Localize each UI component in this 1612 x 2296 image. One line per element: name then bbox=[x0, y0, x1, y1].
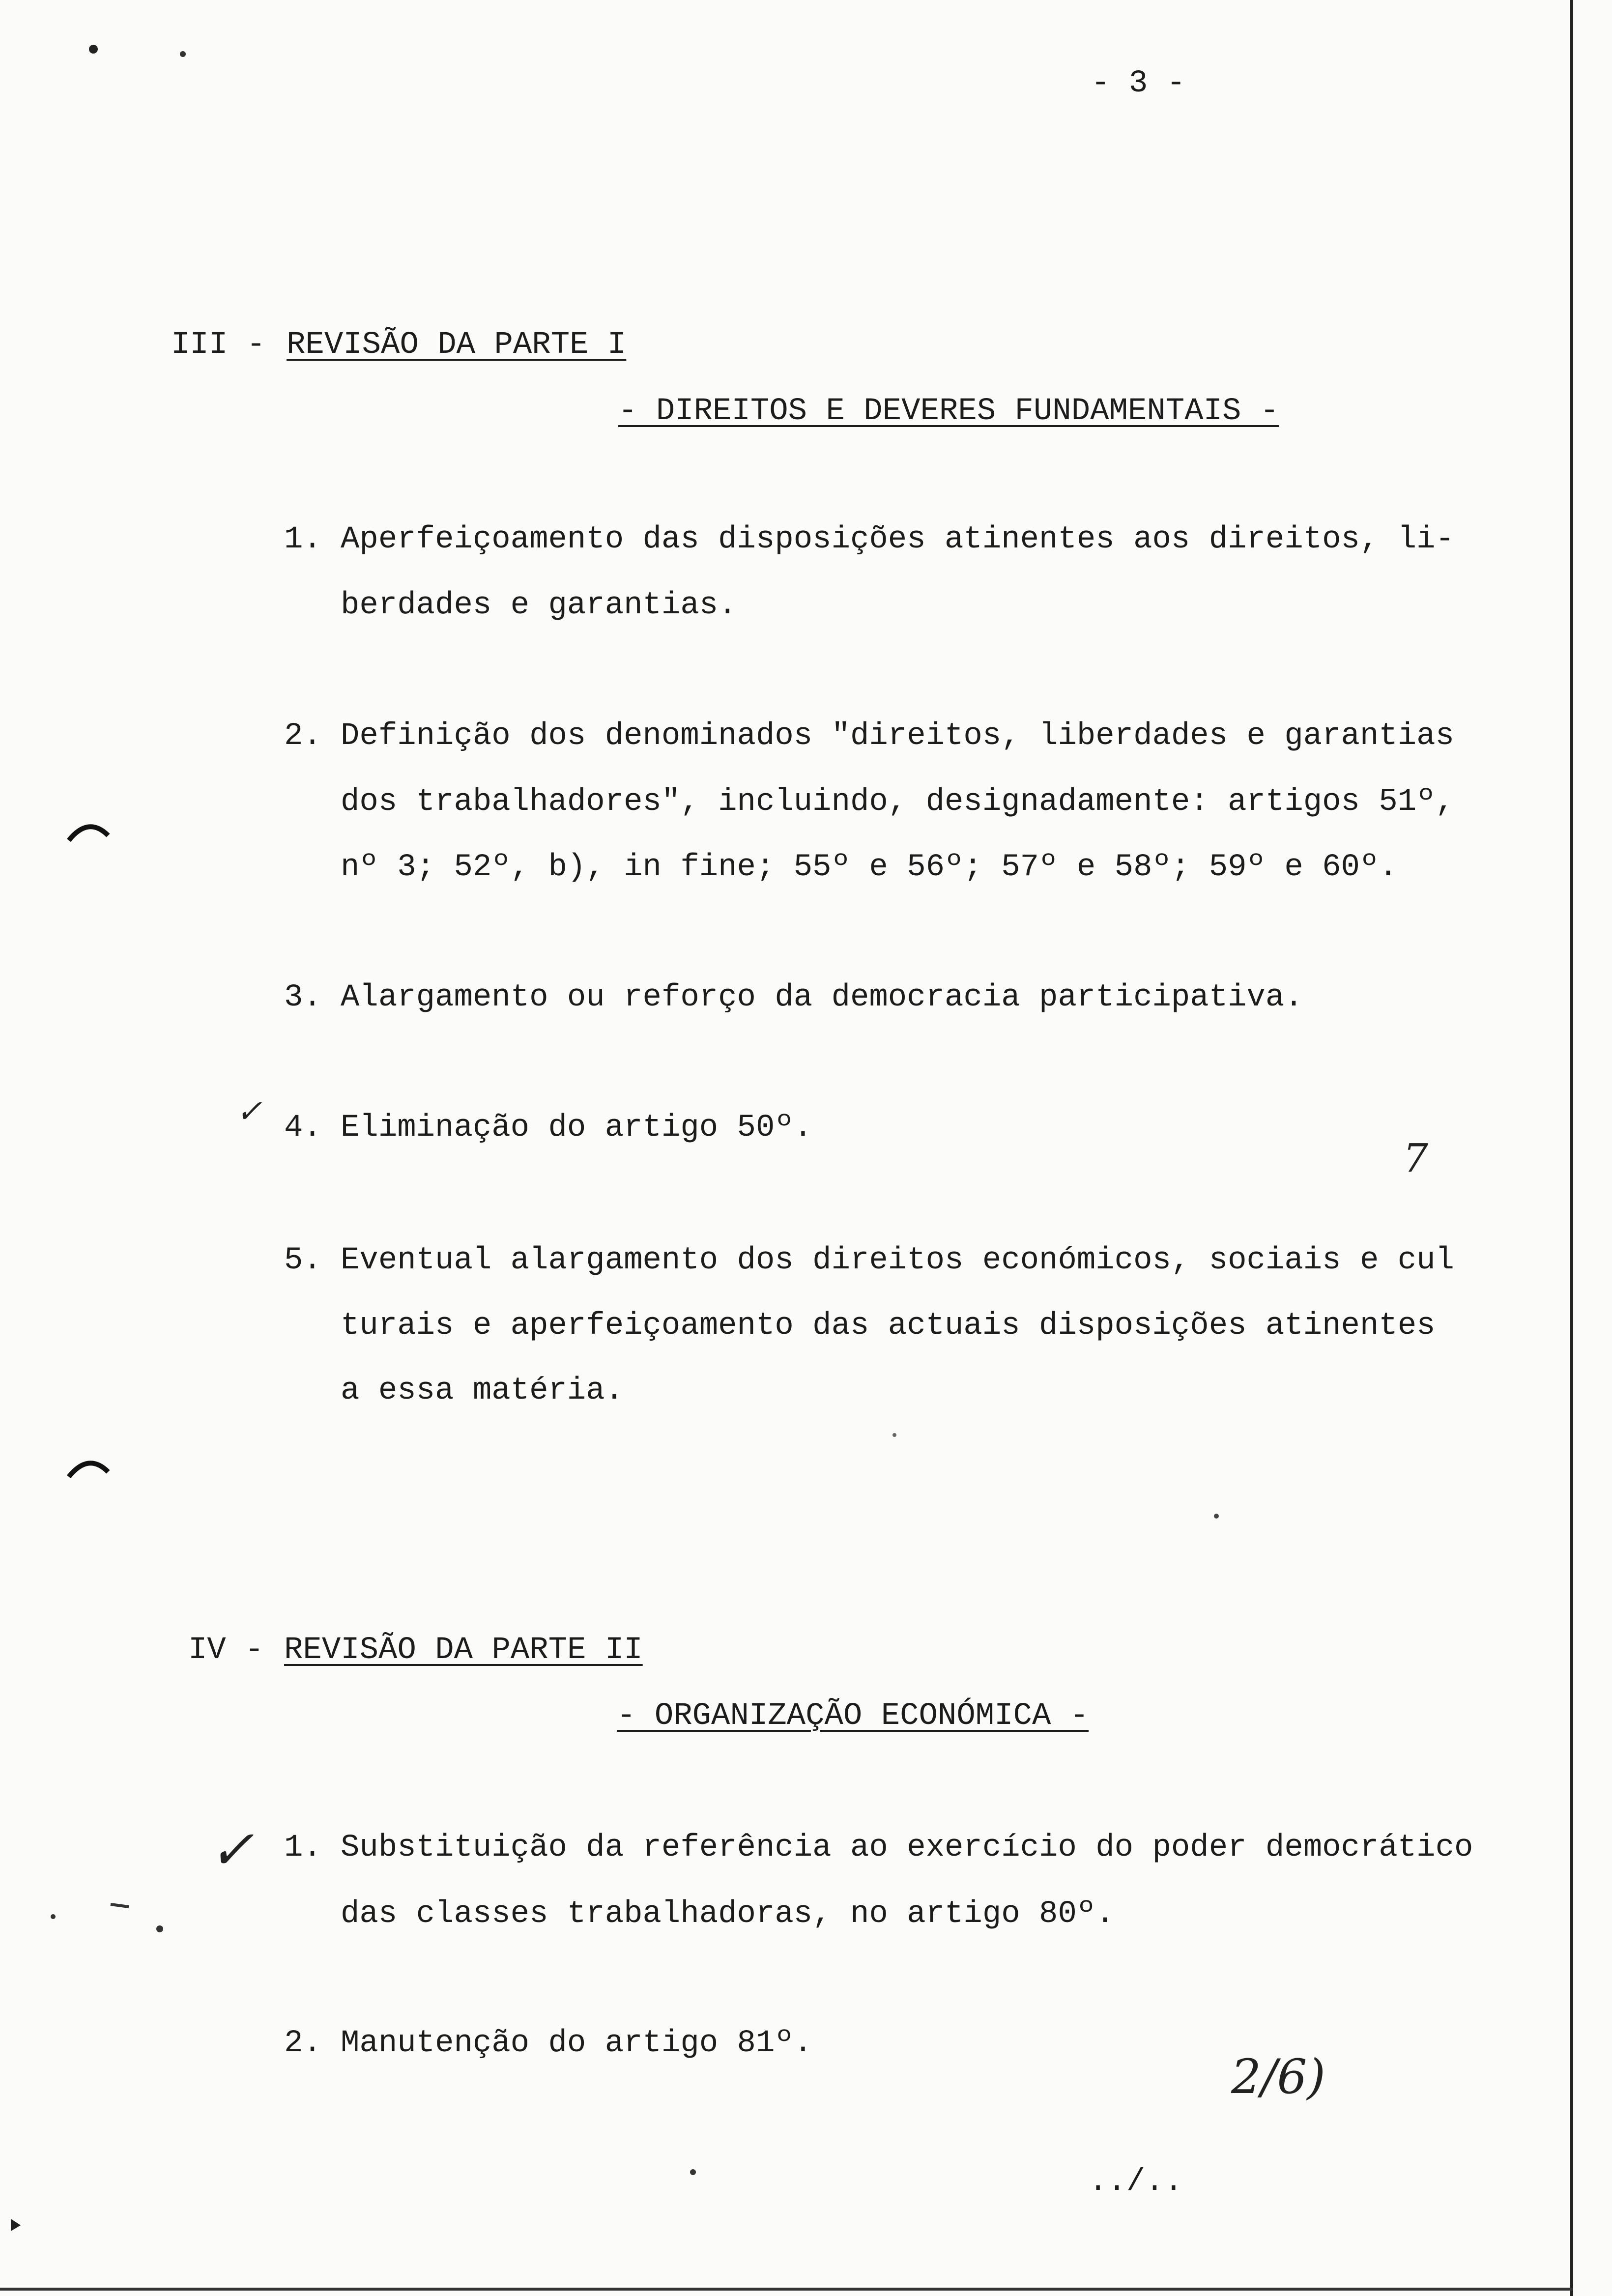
section-iii-title: REVISÃO DA PARTE I bbox=[287, 327, 627, 363]
section-iv-subtitle: - ORGANIZAÇÃO ECONÓMICA - bbox=[617, 1698, 1089, 1734]
section-iii-item-2-line-3: nº 3; 52º, b), in fine; 55º e 56º; 57º e 58º; 59º e 60º. bbox=[341, 850, 1398, 885]
handwritten-bottom-note: 2/6) bbox=[1231, 2049, 1325, 2104]
section-iii-item-1-line-1: Aperfeiçoamento das disposições atinentes aos direitos, li- bbox=[341, 522, 1454, 557]
section-iii-item-5-line-3: a essa matéria. bbox=[341, 1373, 624, 1408]
handwritten-side-note: 7 bbox=[1403, 1135, 1428, 1181]
section-iii-prefix: III - bbox=[171, 327, 266, 363]
section-iii-item-2-number: 2. bbox=[284, 718, 322, 754]
section-iv-item-1-number: 1. bbox=[284, 1830, 322, 1866]
handwritten-checkmark-large: ✓ bbox=[209, 1818, 255, 1881]
section-iv-item-1-line-1: Substituição da referência ao exercício do poder democrático bbox=[341, 1830, 1473, 1866]
section-iv-item-1-line-2: das classes trabalhadoras, no artigo 80º. bbox=[341, 1896, 1115, 1932]
section-iii-item-2-line-2: dos trabalhadores", incluindo, designadamente: artigos 51º, bbox=[341, 784, 1454, 820]
section-iv-title: REVISÃO DA PARTE II bbox=[284, 1633, 643, 1668]
handwritten-checkmark-small: ✓ bbox=[236, 1093, 262, 1130]
section-iii-item-4-number: 4. bbox=[284, 1110, 322, 1146]
section-iii-subtitle: - DIREITOS E DEVERES FUNDAMENTAIS - bbox=[618, 394, 1279, 429]
continuation-marker: ../.. bbox=[1089, 2164, 1183, 2200]
section-iii-item-1-number: 1. bbox=[284, 522, 322, 557]
page-number: - 3 - bbox=[1091, 66, 1186, 101]
section-iv-prefix: IV - bbox=[188, 1633, 264, 1668]
section-iii-item-5-number: 5. bbox=[284, 1243, 322, 1278]
section-iii-item-3-number: 3. bbox=[284, 980, 322, 1015]
section-iv-item-2-line-1: Manutenção do artigo 81º. bbox=[341, 2026, 813, 2061]
section-iv-item-2-number: 2. bbox=[284, 2026, 322, 2061]
section-iii-item-4-line-1: Eliminação do artigo 50º. bbox=[341, 1110, 813, 1146]
section-iii-item-1-line-2: berdades e garantias. bbox=[341, 588, 737, 623]
section-iii-item-3-line-1: Alargamento ou reforço da democracia participativa. bbox=[341, 980, 1303, 1015]
section-iii-item-5-line-1: Eventual alargamento dos direitos económicos, sociais e cul bbox=[341, 1243, 1454, 1278]
section-iii-item-5-line-2: turais e aperfeiçoamento das actuais disposições atinentes bbox=[341, 1308, 1436, 1344]
section-iii-item-2-line-1: Definição dos denominados "direitos, liberdades e garantias bbox=[341, 718, 1454, 754]
